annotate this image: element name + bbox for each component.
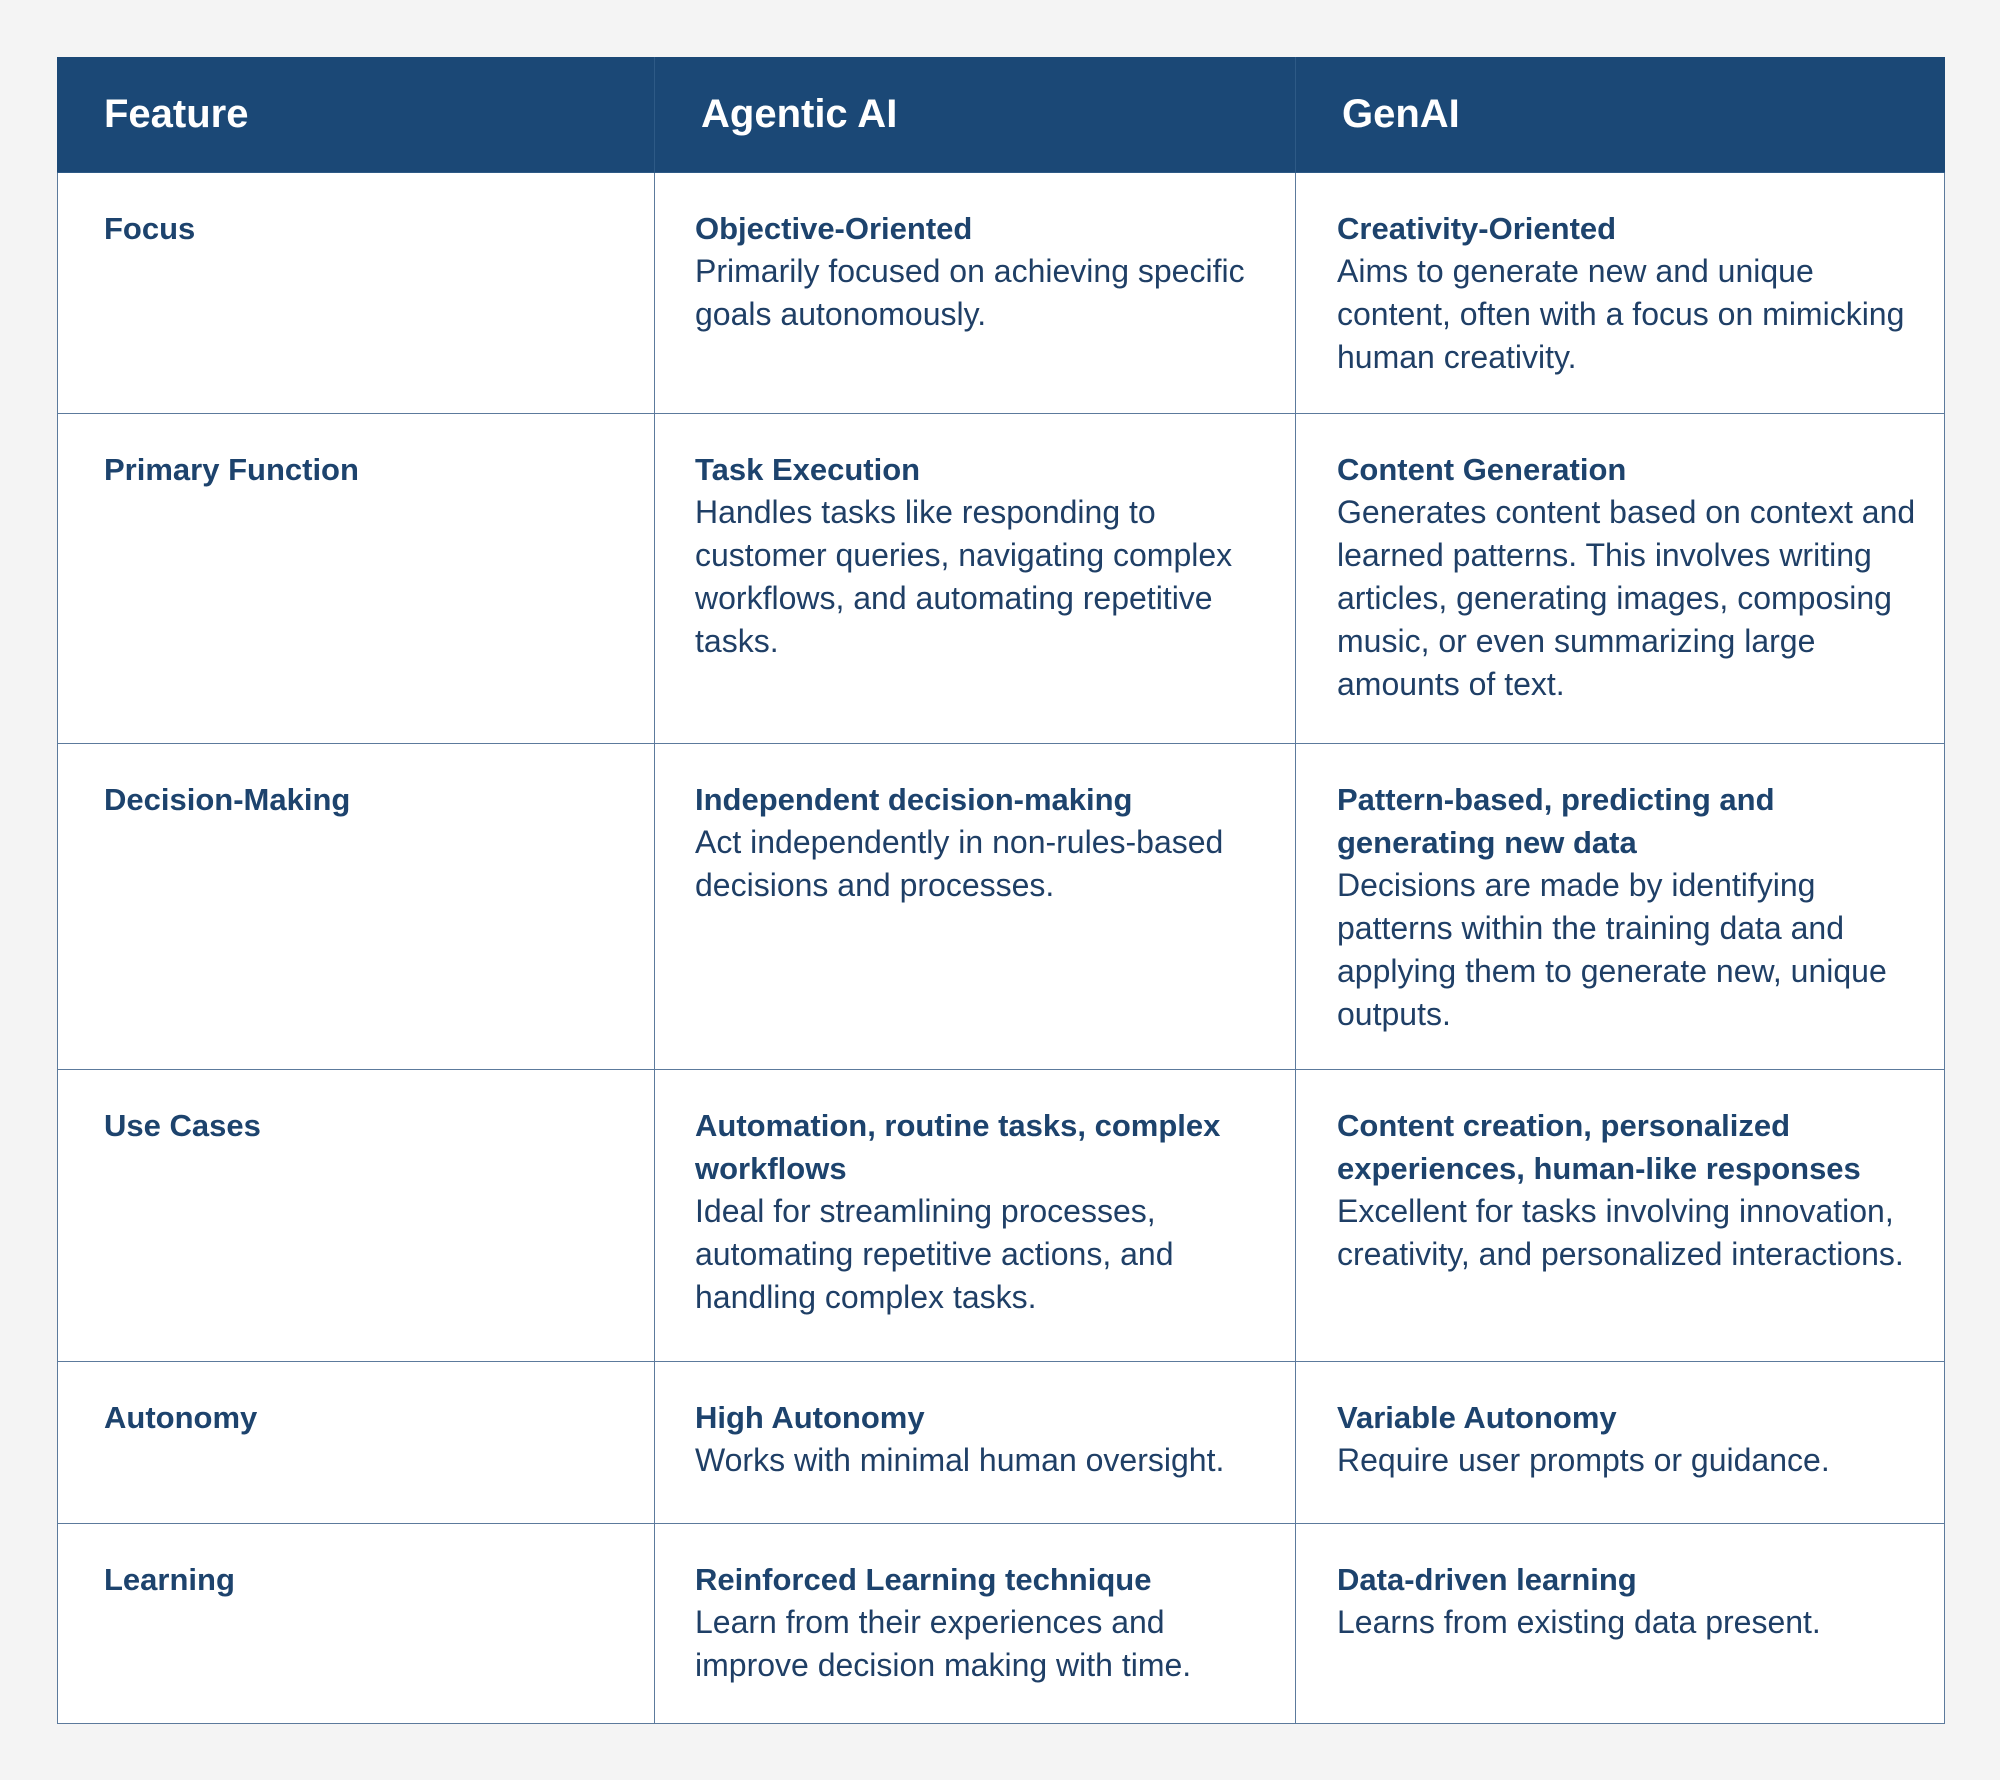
genai-cell bbox=[1296, 744, 1945, 1070]
feature-cell: Learning bbox=[58, 1524, 655, 1724]
agentic-title: Reinforced Learning technique bbox=[695, 1562, 1152, 1597]
table-row bbox=[58, 1524, 1945, 1724]
table-row bbox=[58, 1070, 1945, 1362]
genai-title: Content Generation bbox=[1337, 452, 1627, 487]
agentic-title: Independent decision-making bbox=[695, 782, 1133, 817]
agentic-cell bbox=[655, 173, 1296, 414]
header-agentic-ai: Agentic AI bbox=[655, 57, 1296, 173]
agentic-cell bbox=[655, 1524, 1296, 1724]
genai-title: Variable Autonomy bbox=[1337, 1400, 1617, 1435]
table-row bbox=[58, 744, 1945, 1070]
genai-cell bbox=[1296, 1070, 1945, 1362]
genai-description: Generates content based on context and learned patterns. This involves writing articles, generating images, composing music, or even summarizing large amounts of text. bbox=[1337, 494, 1916, 702]
genai-cell bbox=[1296, 173, 1945, 414]
table-row bbox=[58, 414, 1945, 744]
agentic-description: Works with minimal human oversight. bbox=[695, 1442, 1225, 1478]
table-header-row bbox=[58, 57, 1945, 173]
genai-description: Aims to generate new and unique content, often with a focus on mimicking human creativity. bbox=[1337, 253, 1905, 375]
agentic-cell bbox=[655, 414, 1296, 744]
genai-description: Require user prompts or guidance. bbox=[1337, 1442, 1830, 1478]
agentic-description: Learn from their experiences and improve decision making with time. bbox=[695, 1604, 1192, 1683]
agentic-description: Primarily focused on achieving specific goals autonomously. bbox=[695, 253, 1245, 332]
agentic-cell bbox=[655, 1070, 1296, 1362]
genai-cell bbox=[1296, 1524, 1945, 1724]
feature-cell: Use Cases bbox=[58, 1070, 655, 1362]
agentic-description: Act independently in non-rules-based decisions and processes. bbox=[695, 824, 1224, 903]
genai-cell bbox=[1296, 414, 1945, 744]
agentic-title: Automation, routine tasks, complex workflows bbox=[695, 1108, 1221, 1186]
agentic-title: High Autonomy bbox=[695, 1400, 925, 1435]
agentic-title: Task Execution bbox=[695, 452, 921, 487]
agentic-description: Handles tasks like responding to customer queries, navigating complex workflows, and automating repetitive tasks. bbox=[695, 494, 1233, 659]
genai-description: Excellent for tasks involving innovation, creativity, and personalized interactions. bbox=[1337, 1193, 1904, 1272]
genai-cell bbox=[1296, 1362, 1945, 1524]
genai-title: Content creation, personalized experiences, human-like responses bbox=[1337, 1108, 1861, 1186]
genai-description: Learns from existing data present. bbox=[1337, 1604, 1821, 1640]
agentic-title: Objective-Oriented bbox=[695, 211, 973, 246]
genai-title: Data-driven learning bbox=[1337, 1562, 1637, 1597]
agentic-description: Ideal for streamlining processes, automating repetitive actions, and handling complex tasks. bbox=[695, 1193, 1174, 1315]
header-feature: Feature bbox=[58, 57, 655, 173]
genai-title: Pattern-based, predicting and generating new data bbox=[1337, 782, 1775, 860]
genai-title: Creativity-Oriented bbox=[1337, 211, 1617, 246]
comparison-table-container bbox=[57, 57, 1944, 1724]
feature-cell: Primary Function bbox=[58, 414, 655, 744]
feature-cell: Autonomy bbox=[58, 1362, 655, 1524]
feature-cell: Decision-Making bbox=[58, 744, 655, 1070]
comparison-table bbox=[57, 57, 1945, 1724]
table-row bbox=[58, 1362, 1945, 1524]
feature-cell: Focus bbox=[58, 173, 655, 414]
agentic-cell bbox=[655, 744, 1296, 1070]
agentic-cell bbox=[655, 1362, 1296, 1524]
header-genai: GenAI bbox=[1296, 57, 1945, 173]
genai-description: Decisions are made by identifying patterns within the training data and applying them to generate new, unique outputs. bbox=[1337, 867, 1887, 1032]
table-row bbox=[58, 173, 1945, 414]
